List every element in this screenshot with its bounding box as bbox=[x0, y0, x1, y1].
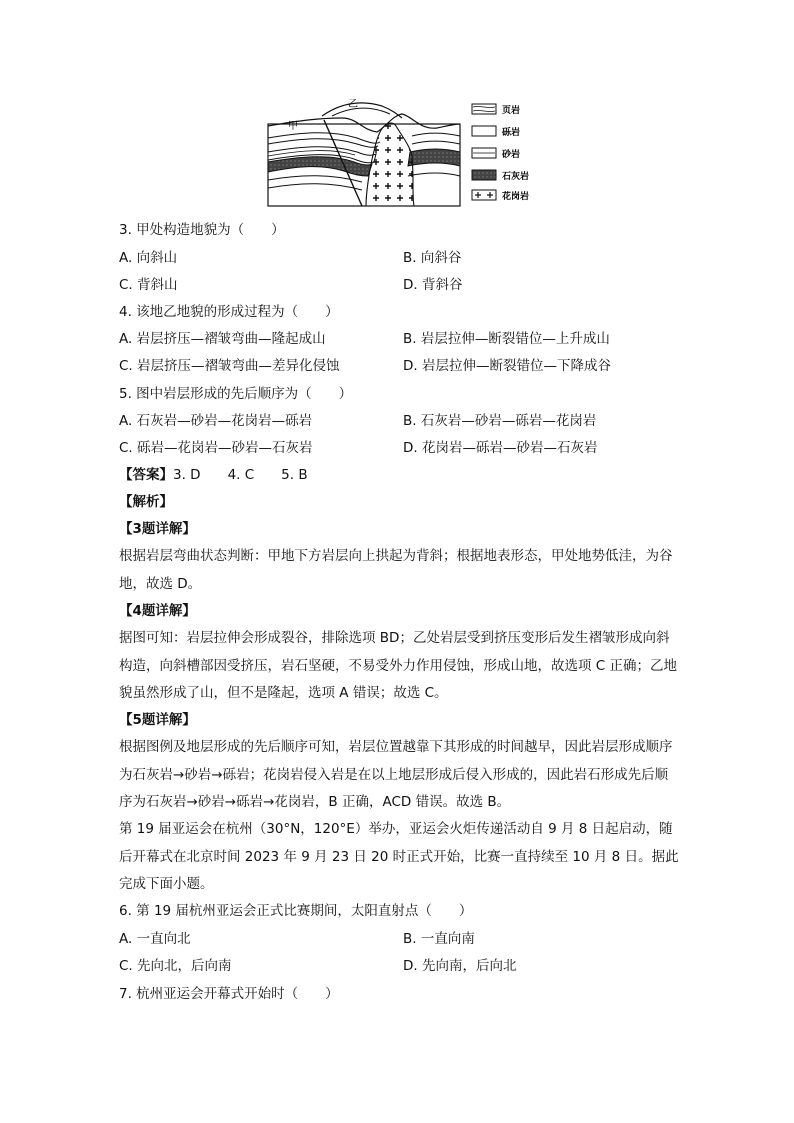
svg-text:页岩: 页岩 bbox=[502, 106, 521, 116]
question-3-option-c: C. 背斜山 bbox=[119, 277, 178, 293]
svg-text:砂岩: 砂岩 bbox=[502, 150, 521, 160]
question-6-option-a: A. 一直向北 bbox=[119, 931, 191, 947]
intro-passage: 第 19 届亚运会在杭州（30°N，120°E）举办，亚运会火炬传递活动自 9 月 8 日起启动，随后开幕式在北京时间 2023 年 9 月 23 日 20 时正式开始，比赛一直持续至 10 月 8 日。据此完成下面小题。 bbox=[119, 821, 679, 892]
question-3-option-b: B. 向斜谷 bbox=[403, 250, 462, 266]
label-yi: 乙 bbox=[348, 99, 358, 110]
geology-cross-section bbox=[262, 96, 542, 208]
legend-item-shale bbox=[472, 104, 520, 116]
question-5-option-b: B. 石灰岩—砂岩—砾岩—花岗岩 bbox=[403, 413, 597, 429]
question-6-option-c: C. 先向北，后向南 bbox=[119, 958, 232, 974]
detail-5-text: 根据图例及地层形成的先后顺序可知，岩层位置越靠下其形成的时间越早，因此岩层形成顺序为石灰岩→砂岩→砾岩；花岗岩侵入岩是在以上地层形成后侵入形成的，因此岩石形成先后顺序为石灰岩→砂岩→砾岩→花岗岩，B 正确，ACD 错误。故选 B。 bbox=[119, 739, 673, 810]
question-4-option-b: B. 岩层拉伸—断裂错位—上升成山 bbox=[403, 331, 610, 347]
question-3-option-a: A. 向斜山 bbox=[119, 250, 178, 266]
svg-text:砾岩: 砾岩 bbox=[502, 128, 521, 138]
question-5-option-c: C. 砾岩—花岗岩—砂岩—石灰岩 bbox=[119, 440, 313, 456]
question-5-option-d: D. 花岗岩—砾岩—砂岩—石灰岩 bbox=[403, 440, 598, 456]
svg-text:石灰岩: 石灰岩 bbox=[502, 172, 530, 182]
legend-item-limestone bbox=[472, 170, 529, 182]
cross-section-body bbox=[268, 103, 460, 206]
question-6-stem: 6. 第 19 届杭州亚运会正式比赛期间，太阳直射点（ ） bbox=[119, 903, 473, 919]
answer-line bbox=[119, 467, 308, 484]
detail-3-text: 根据岩层弯曲状态判断：甲地下方岩层向上拱起为背斜；根据地表形态，甲处地势低洼，为谷地，故选 D。 bbox=[119, 548, 673, 592]
legend-item-granite bbox=[472, 190, 529, 202]
detail-4-title: 【4题详解】 bbox=[119, 603, 196, 619]
analysis-label: 【解析】 bbox=[119, 494, 173, 510]
question-6-option-b: B. 一直向南 bbox=[403, 931, 475, 947]
figure-legend bbox=[472, 104, 529, 202]
question-6-option-d: D. 先向南，后向北 bbox=[403, 958, 517, 974]
geology-figure bbox=[262, 96, 542, 208]
legend-item-conglomerate bbox=[472, 126, 520, 138]
detail-3-title: 【3题详解】 bbox=[119, 521, 196, 537]
detail-4-text: 据图可知：岩层拉伸会形成裂谷，排除选项 BD；乙处岩层受到挤压变形后发生褶皱形成向斜构造，向斜槽部因受挤压，岩石坚硬，不易受外力作用侵蚀，形成山地，故选项 C 正确；乙地貌虽然形成了山，但不是隆起，选项 A 错误；故选 C。 bbox=[119, 630, 678, 701]
question-3-stem: 3. 甲处构造地貌为（ ） bbox=[119, 222, 285, 238]
question-7-stem: 7. 杭州亚运会开幕式开始时（ ） bbox=[119, 986, 339, 1002]
svg-text:花岗岩: 花岗岩 bbox=[502, 192, 530, 202]
question-5-option-a: A. 石灰岩—砂岩—花岗岩—砾岩 bbox=[119, 413, 313, 429]
question-4-option-c: C. 岩层挤压—褶皱弯曲—差异化侵蚀 bbox=[119, 358, 340, 374]
detail-5-title: 【5题详解】 bbox=[119, 712, 196, 728]
answer-label: 【答案】 bbox=[119, 467, 173, 483]
question-4-stem: 4. 该地乙地貌的形成过程为（ ） bbox=[119, 304, 339, 320]
question-5-stem: 5. 图中岩层形成的先后顺序为（ ） bbox=[119, 386, 353, 402]
answer-text: 3. D 4. C 5. B bbox=[173, 467, 308, 483]
label-jia: 甲 bbox=[288, 121, 298, 132]
question-4-option-d: D. 岩层拉伸—断裂错位—下降成谷 bbox=[403, 358, 611, 374]
legend-item-sandstone bbox=[472, 148, 520, 160]
question-3-option-d: D. 背斜谷 bbox=[403, 277, 463, 293]
question-4-option-a: A. 岩层挤压—褶皱弯曲—隆起成山 bbox=[119, 331, 326, 347]
